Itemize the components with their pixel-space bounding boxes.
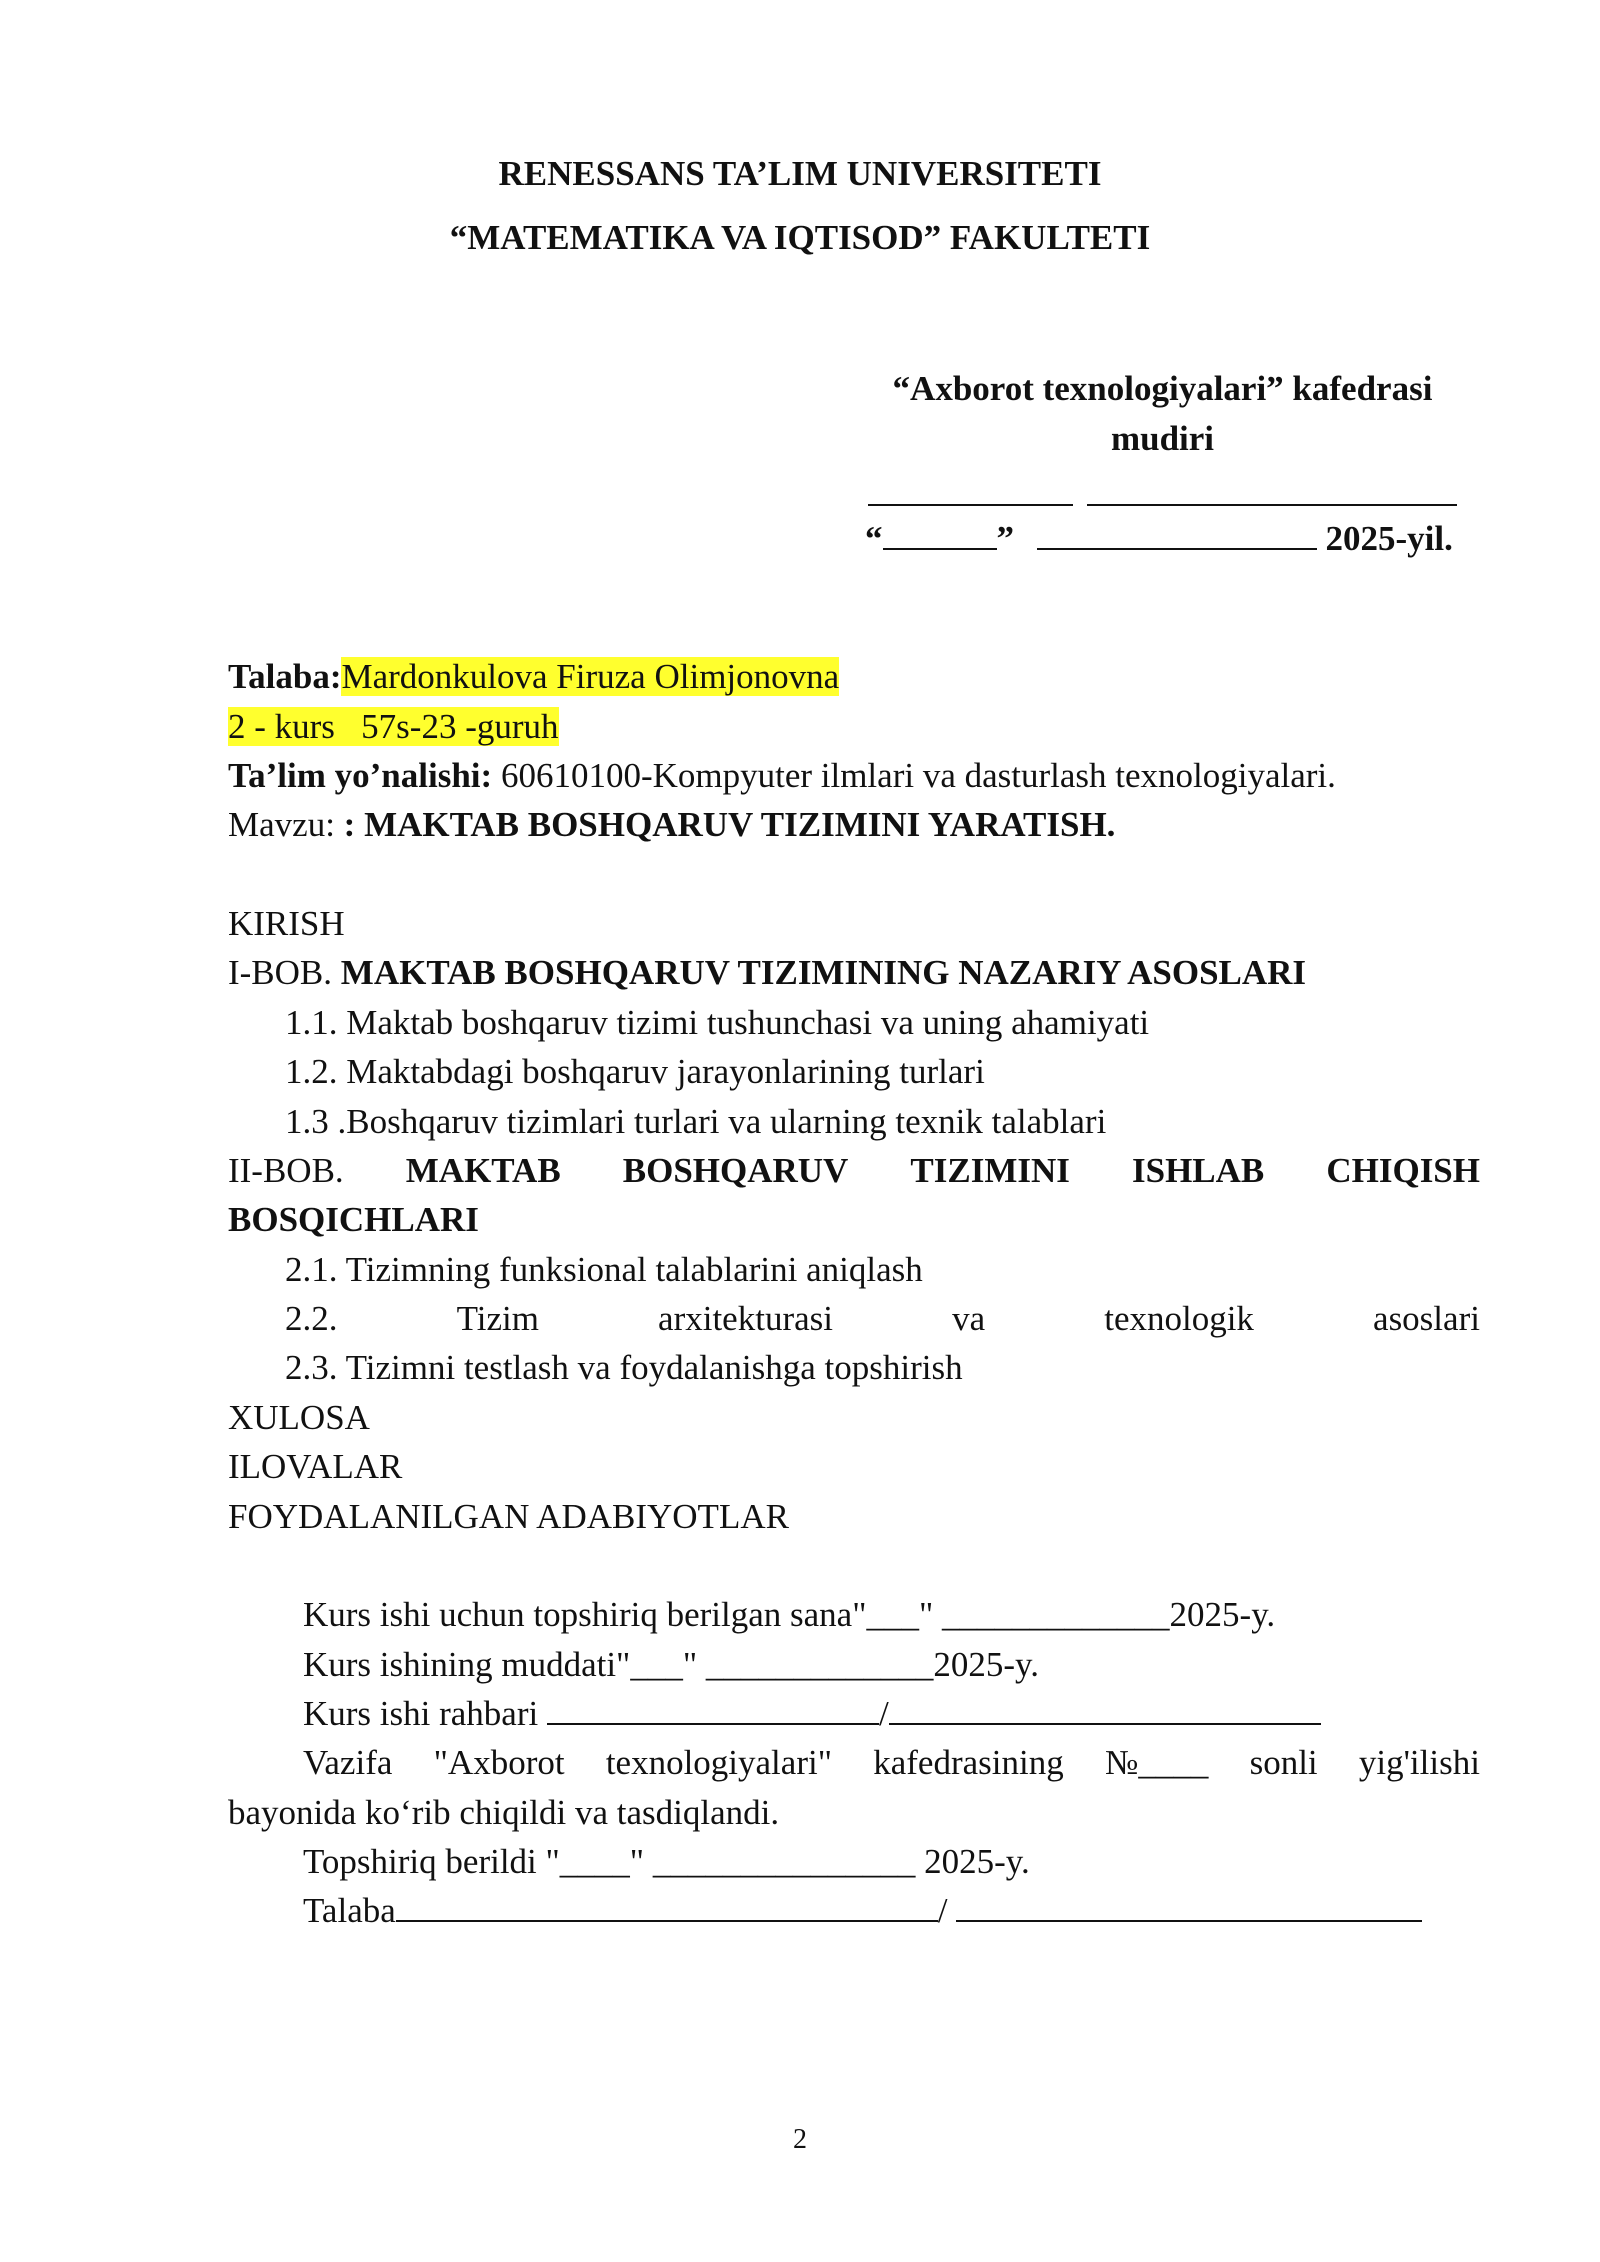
toc-chapter-1 (228, 948, 1480, 998)
direction-line (228, 751, 1480, 801)
supervisor-signature-blank (547, 1689, 879, 1725)
faculty-title: “MATEMATIKA VA IQTISOD” FAKULTETI (449, 218, 1151, 257)
supervisor-name-blank (889, 1689, 1321, 1725)
assignment-issued (303, 1837, 1480, 1887)
issued-year: 2025-y. (924, 1842, 1030, 1881)
student-line (228, 652, 1480, 702)
name-blank (1087, 470, 1457, 506)
signature-blank (868, 470, 1073, 506)
item-2-2-word: 2.2. (285, 1299, 338, 1338)
student-name-blank (956, 1886, 1422, 1922)
toc-item-1-3: 1.3 .Boshqaruv tizimlari turlari va ularning texnik talablari (285, 1102, 1107, 1141)
deadline-year: 2025-y. (933, 1645, 1040, 1684)
student-name: Mardonkulova Firuza Olimjonovna (341, 657, 840, 696)
chapter-2-word: ISHLAB (1131, 1151, 1265, 1190)
topic-label: Mavzu: (228, 805, 344, 844)
signature-line (860, 470, 1465, 506)
direction-label: Ta’lim yo’nalishi: (228, 756, 493, 795)
assignment-supervisor (303, 1689, 1480, 1739)
approval-year: 2025-yil. (1325, 519, 1453, 558)
item-2-2-word: Tizim (456, 1299, 539, 1338)
chapter-2-word: CHIQISH (1326, 1151, 1480, 1190)
direction-value: 60610100-Kompyuter ilmlari va dasturlash texnologiyalari. (492, 756, 1336, 795)
dept-word: kafedrasining (873, 1743, 1064, 1782)
approval-department: “Axborot texnologiyalari” kafedrasi (892, 369, 1433, 408)
chapter-2-word: BOSHQARUV (622, 1151, 849, 1190)
chapter-2-word: MAKTAB (405, 1151, 561, 1190)
toc-item-1-2: 1.2. Maktabdagi boshqaruv jarayonlarining turlari (285, 1052, 985, 1091)
student-signature-blank (396, 1886, 938, 1922)
close-quote: ” (996, 519, 1014, 558)
item-2-2-word: va (952, 1299, 986, 1338)
dept-word: yig'ilishi (1358, 1743, 1480, 1782)
given-date-year: 2025-y. (1169, 1595, 1276, 1634)
toc-item-1-1: 1.1. Maktab boshqaruv tizimi tushunchasi va uning ahamiyati (285, 1003, 1150, 1042)
month-blank (1037, 514, 1317, 550)
approval-role: mudiri (1110, 419, 1215, 458)
day-blank (883, 514, 997, 550)
dept-word: texnologiyalari" (605, 1743, 832, 1782)
approval-date (860, 514, 1470, 564)
chapter-1-prefix: I-BOB. (228, 953, 341, 992)
toc-appendix: ILOVALAR (228, 1447, 403, 1486)
toc-intro: KIRISH (228, 904, 345, 943)
dept-word: "Axborot (433, 1743, 565, 1782)
toc-item-2-3: 2.3. Tizimni testlash va foydalanishga topshirish (285, 1348, 963, 1387)
given-date-text: Kurs ishi uchun topshiriq berilgan sana"___" _____________ (303, 1595, 1170, 1634)
issued-text: Topshiriq berildi "____" _______________ (303, 1842, 925, 1881)
toc-item-2-2 (285, 1294, 1480, 1344)
toc-chapter-2 (228, 1146, 1480, 1196)
assignment-deadline (303, 1640, 1480, 1690)
chapter-2-title-continued: BOSQICHLARI (228, 1200, 479, 1239)
item-2-2-word: texnologik (1104, 1299, 1254, 1338)
toc-conclusion: XULOSA (228, 1398, 370, 1437)
toc-references: FOYDALANILGAN ADABIYOTLAR (228, 1497, 789, 1536)
chapter-1-title: MAKTAB BOSHQARUV TIZIMINING NAZARIY ASOSLARI (340, 953, 1307, 992)
course-group: 2 - kurs 57s-23 -guruh (228, 707, 559, 746)
topic-line (228, 800, 1480, 850)
supervisor-separator: / (878, 1694, 889, 1733)
deadline-text: Kurs ishining muddati"___" _____________ (303, 1645, 934, 1684)
dept-word: №____ (1104, 1743, 1209, 1782)
course-line (228, 702, 1480, 752)
dept-word: sonli (1249, 1743, 1318, 1782)
assignment-given-date (303, 1590, 1480, 1640)
topic-value: : MAKTAB BOSHQARUV TIZIMINI YARATISH. (343, 805, 1116, 844)
student-sign-label: Talaba (303, 1891, 396, 1930)
item-2-2-word: asoslari (1373, 1299, 1480, 1338)
chapter-2-word: TIZIMINI (910, 1151, 1070, 1190)
item-2-2-word: arxitekturasi (658, 1299, 833, 1338)
assignment-department-line-2: bayonida ko‘rib chiqildi va tasdiqlandi. (228, 1793, 780, 1832)
assignment-student-signature (303, 1886, 1480, 1936)
student-label: Talaba: (228, 657, 342, 696)
assignment-department-line (303, 1738, 1480, 1788)
chapter-2-prefix: II-BOB. (228, 1151, 344, 1190)
open-quote: “ (865, 519, 883, 558)
page-number: 2 (793, 2124, 807, 2155)
university-title: RENESSANS TA’LIM UNIVERSITETI (498, 154, 1102, 193)
dept-word: Vazifa (303, 1743, 393, 1782)
toc-item-2-1: 2.1. Tizimning funksional talablarini aniqlash (285, 1250, 923, 1289)
supervisor-label: Kurs ishi rahbari (303, 1694, 547, 1733)
student-sign-separator: / (937, 1891, 957, 1930)
